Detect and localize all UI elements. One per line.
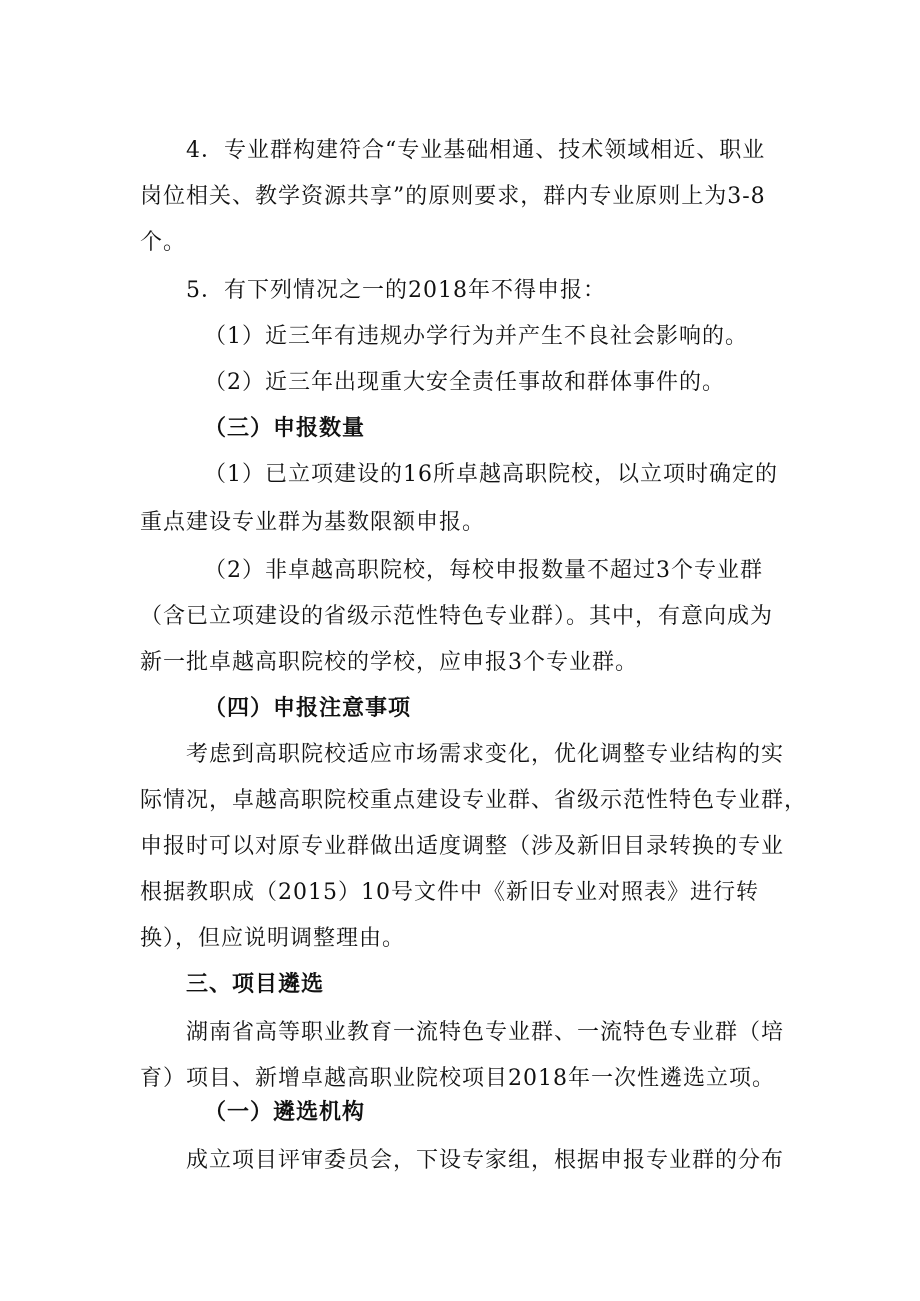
item-5-sub-1: （1）近三年有违规办学行为并产生不良社会影响的。 bbox=[204, 324, 748, 349]
item-4-line-2: 岗位相关、教学资源共享”的原则要求，群内专业原则上为3-8 bbox=[140, 184, 766, 209]
quota-2-line-3: 新一批卓越高职院校的学校，应申报3个专业群。 bbox=[140, 650, 638, 675]
selection-body-line-1: 成立项目评审委员会，下设专家组，根据申报专业群的分布 bbox=[186, 1148, 785, 1173]
notes-line-3: 申报时可以对原专业群做出适度调整（涉及新旧目录转换的专业 bbox=[140, 834, 785, 859]
quota-2-line-2: （含已立项建设的省级示范性特色专业群）。其中，有意向成为 bbox=[140, 604, 774, 629]
quota-2-line-1: （2）非卓越高职院校，每校申报数量不超过3个专业群 bbox=[204, 558, 763, 583]
item-4-line-3: 个。 bbox=[140, 230, 187, 255]
notes-line-4: 根据教职成（2015）10号文件中《新旧专业对照表》进行转 bbox=[140, 880, 759, 905]
notes-line-5: 换），但应说明调整理由。 bbox=[140, 926, 406, 951]
quota-1-line-2: 重点建设专业群为基数限额申报。 bbox=[140, 510, 486, 535]
section-heading-application-quota: （三）申报数量 bbox=[204, 416, 366, 441]
section-heading-selection-body: （一）遴选机构 bbox=[204, 1100, 366, 1125]
notes-line-2: 际情况，卓越高职院校重点建设专业群、省级示范性特色专业群， bbox=[140, 788, 808, 813]
item-4-line-1: 4．专业群构建符合“专业基础相通、技术领域相近、职业 bbox=[186, 138, 766, 163]
quota-1-line-1: （1）已立项建设的16所卓越高职院校，以立项时确定的 bbox=[204, 462, 778, 487]
notes-line-1: 考虑到高职院校适应市场需求变化，优化调整专业结构的实 bbox=[186, 742, 785, 767]
selection-line-2: 育）项目、新增卓越高职业院校项目2018年一次性遴选立项。 bbox=[140, 1066, 775, 1091]
selection-line-1: 湖南省高等职业教育一流特色专业群、一流特色专业群（培 bbox=[186, 1020, 785, 1045]
item-5-line-1: 5．有下列情况之一的2018年不得申报： bbox=[186, 278, 606, 303]
section-heading-application-notes: （四）申报注意事项 bbox=[204, 696, 412, 721]
item-5-sub-2: （2）近三年出现重大安全责任事故和群体事件的。 bbox=[204, 370, 725, 395]
section-heading-project-selection: 三、项目遴选 bbox=[186, 972, 325, 997]
